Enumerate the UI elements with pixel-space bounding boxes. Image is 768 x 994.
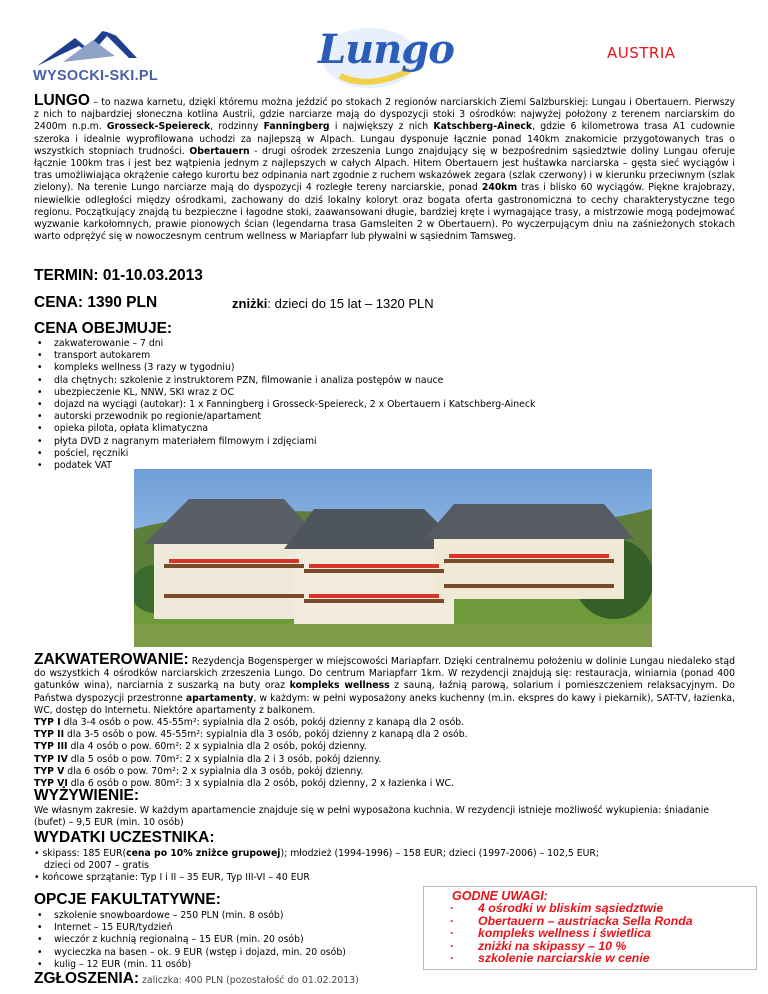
apartment-type-row: TYP III dla 4 osób o pow. 60m²: 2 x sypialnia dla 2 osób, pokój dzienny.	[34, 741, 367, 753]
obejmuje-item: • zakwaterowanie – 7 dni	[34, 338, 734, 350]
obejmuje-item: • autorski przewodnik po regionie/apartament	[34, 411, 734, 423]
opcje-item: • szkolenie snowboardowe – 250 PLN (min. 8 osób)	[34, 910, 414, 922]
termin-heading: TERMIN: 01-10.03.2013	[34, 267, 203, 284]
godne-uwagi-item: · Obertauern – austriacka Sella Ronda	[450, 913, 693, 928]
logo-text: WYSOCKI-SKI.PL	[33, 68, 159, 84]
obejmuje-item: • ubezpieczenie KL, NNW, SKI wraz z OC	[34, 387, 734, 399]
opcje-item: • Internet – 15 EUR/tydzień	[34, 922, 414, 934]
wydatki-item-sprzatanie: • końcowe sprzątanie: Typ I i II – 35 EUR, Typ III-VI – 40 EUR	[34, 872, 310, 884]
wydatki-item-skipass: • skipass: 185 EUR(cena po 10% zniżce grupowej); młodzież (1994-1996) – 158 EUR; dzieci (1997-2006) – 102,5 EUR;	[34, 848, 599, 859]
opcje-heading: OPCJE FAKULTATYWNE:	[34, 891, 221, 908]
godne-uwagi-box	[423, 886, 757, 970]
obejmuje-item: • dla chętnych: szkolenie z instruktorem PZN, filmowanie i analiza postępów w nauce	[34, 375, 734, 387]
godne-uwagi-title: GODNE UWAGI:	[452, 889, 548, 903]
godne-uwagi-item: · 4 ośrodki w bliskim sąsiedztwie	[450, 901, 664, 915]
lungo-logo	[314, 20, 454, 92]
obejmuje-list	[34, 338, 734, 472]
check-icon: ·	[450, 913, 455, 928]
godne-uwagi-item: · szkolenie narciarskie w cenie	[450, 951, 650, 966]
opcje-list	[34, 910, 414, 971]
intro-paragraph: LUNGO – to nazwa karnetu, dzięki któremu można jeździć po stokach 2 regionów narciarskich Ziemi Salzburskiej: Lungau i Obertauern. Pierwszy z nich to najbardziej słoneczna kotlina Austrii, gdzie narciarze mają do dyspozycji stoki 3 ośrodków: najwyżej położony z terenem narciarskim do 2400m n.p.m. Grosseck-Speiereck, rodzinny Fanningberg i największy z nich Katschberg-Aineck, gdzie 6 kilometrowa trasa A1 cudownie szeroka i idealnie wyprofilowana uchodzi za najlepszą w Alpach. Lungau dysponuje łącznie ponad 140km znakomicie przygotowanych tras o wszystkich stopniach trudności. Obertauern - drugi ośrodek zrzeszenia Lungo znajdujący się w bezpośrednim sąsiedztwie doliny Lungau oferuje łącznie 100km tras i jest bez wątpienia jednym z najlepszych w całych Alpach. Hitem Obertauern jest huśtawka narciarska – gęsta sieć wyciągów i tras umożliwiająca okrążenie całego kurortu bez odpinania nart zgodnie z ruchem wskazówek zegara (szlak czerwony) i w kierunku przeciwnym (szlak zielony). Na terenie Lungo narciarze mają do dyspozycji 4 rozległe tereny narciarskie, ponad 240km tras i blisko 60 wyciągów. Piękne krajobrazy, niewielkie odległości między ośrodkami, zachowany do dziś lokalny koloryt oraz bogata oferta gastronomiczna to cechy charakterystyczne tego regionu. Początkujący znajdą tu bezpieczne i łagodne stoki, zaawansowani długie, bardziej kręte i wymagające trasy, a mistrzowie mogą podejmować wyzwanie karkołomnych, prawie pionowych ścian (legendarna trasa Gamsleiten 2 w Obertauern). Po wyczerpującym dniu na zaśnieżonych stokach warto odprężyć się w nowoczesnym centrum wellness w Mariapfarr lub pływalni w sąsiednim Tamsweg.	[34, 92, 736, 243]
check-icon: ·	[450, 901, 455, 915]
apartment-types	[34, 717, 735, 790]
obejmuje-item: • opieka pilota, opłata klimatyczna	[34, 423, 734, 435]
wyzywienie-text: We własnym zakresie. W każdym apartamencie znajduje się w pełni wyposażona kuchnia. W rezydencji istnieje możliwość wykupienia: śniadanie (bufet) – 9,5 EUR (min. 10 osób)	[34, 805, 710, 829]
check-icon: ·	[450, 938, 455, 953]
lungo-logo-text: Lungo	[318, 26, 454, 73]
opcje-item: • wycieczka na basen – ok. 9 EUR (wstęp i dojazd, min. 20 osób)	[34, 947, 414, 959]
obejmuje-item: • kompleks wellness (3 razy w tygodniu)	[34, 362, 734, 374]
obejmuje-item: • dojazd na wyciągi (autokar): 1 x Fanningberg i Grosseck-Speiereck, 2 x Obertauern i Katschberg-Aineck	[34, 399, 734, 411]
mountain-logo-icon	[33, 20, 163, 70]
check-icon: ·	[450, 926, 455, 941]
wydatki-heading: WYDATKI UCZESTNIKA:	[34, 829, 215, 846]
apartment-type-row: TYP VI dla 6 osób o pow. 80m²: 3 x sypialnia dla 2 osób, pokój dzienny, 2 x łazienka i WC.	[34, 778, 454, 790]
znizki-line: zniżki: dzieci do 15 lat – 1320 PLN	[232, 296, 434, 311]
opcje-item: • wieczór z kuchnią regionalną – 15 EUR (min. 20 osób)	[34, 934, 414, 946]
apartment-type-row: TYP V dla 6 osób o pow. 70m²: 2 x sypialnia dla 3 osób, pokój dzienny.	[34, 765, 364, 777]
zgloszenia-line: ZGŁOSZENIA: zaliczka: 400 PLN (pozostałość do 01.02.2013)	[34, 970, 359, 987]
lungo-lead: LUNGO	[34, 92, 90, 109]
zgloszenia-heading: ZGŁOSZENIA:	[34, 970, 140, 987]
hotel-photo	[134, 469, 652, 647]
zakwaterowanie-heading: ZAKWATEROWANIE:	[34, 651, 189, 668]
apartment-type-row: TYP IV dla 5 osób o pow. 70m²: 2 x sypialnia dla 2 i 3 osób, pokój dzienny.	[34, 753, 382, 765]
obejmuje-item: • podatek VAT	[34, 460, 734, 472]
apartment-type-row: TYP II dla 3-5 osób o pow. 45-55m²: sypialnia dla 3 osób, pokój dzienny z kanapą dla 2 osób.	[34, 729, 468, 741]
check-icon: ·	[450, 951, 455, 966]
wydatki-list: • skipass: 185 EUR(cena po 10% zniżce grupowej); młodzież (1994-1996) – 158 EUR; dzieci (1997-2006) – 102,5 EUR; dzieci od 2007 – gratis • końcowe sprzątanie: Typ I i II – 35 EUR, Typ III-VI – 40 EUR	[34, 848, 735, 885]
opcje-item: • kulig – 12 EUR (min. 11 osób)	[34, 959, 414, 971]
godne-uwagi-item: · zniżki na skipassy – 10 %	[450, 938, 627, 953]
wyzywienie-heading: WYŻYWIENIE:	[34, 787, 140, 804]
country-label: AUSTRIA	[607, 44, 676, 62]
apartment-type-row: TYP I dla 3-4 osób o pow. 45-55m²: sypialnia dla 2 osób, pokój dzienny z kanapą dla 2 osób.	[34, 717, 465, 729]
cena-heading: CENA: 1390 PLN	[34, 294, 158, 311]
obejmuje-item: • transport autokarem	[34, 350, 734, 362]
obejmuje-item: • pościel, ręczniki	[34, 448, 734, 460]
obejmuje-item: • płyta DVD z nagranym materiałem filmowym i zdjęciami	[34, 436, 734, 448]
wysocki-ski-logo[interactable]	[33, 20, 163, 92]
obejmuje-heading: CENA OBEJMUJE:	[34, 320, 173, 337]
godne-uwagi-item: · kompleks wellness i świetlica	[450, 926, 651, 941]
zakwaterowanie-section: ZAKWATEROWANIE: Rezydencja Bogensperger w miejscowości Mariapfarr. Dzięki centralnemu położeniu w dolinie Lungau niedaleko stąd do wszystkich 4 ośrodków narciarskich zrzeszenia Lungo. Do centrum Mariapfarr 1km. W rezydencji znajdują się: restauracja, winiarnia (ponad 400 gatunków wina), narciarnia z suszarką na buty oraz kompleks wellness z sauną, łaźnią parową, solarium i pomieszczeniem relaksacyjnym. Do Państwa dyspozycji przestronne apartamenty, w każdym: w pełni wyposażony aneks kuchenny (m.in. ekspres do kawy i piekarnik), SAT-TV, łazienka, WC, dostęp do Internetu. Niektóre apartamenty z balkonem. TYP I dla 3-4 osób o pow. 45-55m²: sypialnia dla 2 osób, pokój dzienny z kanapą dla 2 osób. TYP II dla 3-5 osób o pow. 45-55m²: sypialnia dla 3 osób, pokój dzienny z kanapą dla 2 osób. TYP III dla 4 osób o pow. 60m²: 2 x sypialnia dla 2 osób, pokój dzienny. TYP IV dla 5 osób o pow. 70m²: 2 x sypialnia dla 2 i 3 osób, pokój dzienny. TYP V dla 6 osób o pow. 70m²: 2 x sypialnia dla 3 osób, pokój dzienny. TYP VI dla 6 osób o pow. 80m²: 3 x sypialnia dla 2 osób, pokój dzienny, 2 x łazienka i WC.	[34, 651, 735, 790]
